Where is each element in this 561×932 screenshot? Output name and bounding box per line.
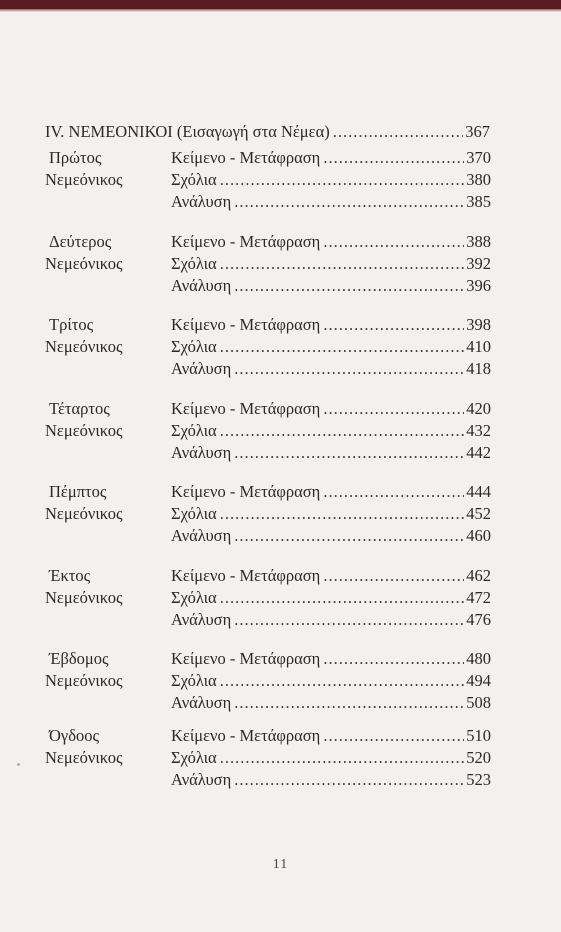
- toc-section: [0, 147, 561, 213]
- toc-section: [0, 398, 561, 464]
- section-entries: [171, 147, 491, 213]
- toc-heading-label: IV. ΝΕΜΕΟΝΙΚΟΙ (Εισαγωγή στα Νέμεα): [45, 122, 330, 141]
- entry-label: Ανάλυση: [171, 610, 232, 629]
- section-name-ordinal: Τρίτος: [49, 315, 94, 334]
- section-entries: [171, 565, 491, 631]
- entry-page: 480: [466, 649, 491, 668]
- section-name-title: Νεμεόνικος: [45, 504, 123, 523]
- entry-page: 380: [466, 170, 491, 189]
- section-name-ordinal: Πρώτος: [49, 148, 102, 167]
- entry-page: 460: [466, 526, 491, 545]
- section-name-title: Νεμεόνικος: [45, 337, 123, 356]
- dot-leader: [234, 358, 464, 380]
- section-name-title: Νεμεόνικος: [45, 588, 123, 607]
- toc-entry: [171, 314, 491, 336]
- dot-leader: [220, 336, 465, 358]
- entry-page: 392: [466, 254, 491, 273]
- toc-entry: [171, 253, 491, 275]
- toc-entry: [171, 191, 491, 213]
- toc-entry: [171, 725, 491, 747]
- dot-leader: [234, 525, 464, 547]
- entry-label: Κείμενο - Μετάφραση: [171, 726, 321, 745]
- dot-leader: [323, 147, 464, 169]
- toc-section: [0, 314, 561, 380]
- entry-page: 420: [466, 399, 491, 418]
- toc-entry: [171, 398, 491, 420]
- toc-heading: [45, 121, 490, 143]
- toc-entry: [171, 648, 491, 670]
- entry-page: 370: [466, 148, 491, 167]
- entry-label: Σχόλια: [171, 337, 217, 356]
- entry-page: 523: [466, 770, 491, 789]
- dot-leader: [220, 670, 465, 692]
- section-name: [45, 565, 165, 609]
- toc-section: [0, 481, 561, 547]
- section-name: [45, 398, 165, 442]
- dot-leader: [220, 503, 465, 525]
- section-name-ordinal: Τέταρτος: [49, 399, 110, 418]
- section-name-title: Νεμεόνικος: [45, 671, 123, 690]
- entry-page: 398: [466, 315, 491, 334]
- entry-page: 472: [466, 588, 491, 607]
- entry-page: 385: [466, 192, 491, 211]
- entry-label: Ανάλυση: [171, 526, 232, 545]
- toc-heading-page: 367: [465, 122, 490, 141]
- entry-label: Ανάλυση: [171, 770, 232, 789]
- section-name: [45, 481, 165, 525]
- dot-leader: [234, 275, 464, 297]
- dot-leader: [323, 565, 464, 587]
- dot-leader: [234, 692, 464, 714]
- entry-label: Κείμενο - Μετάφραση: [171, 399, 321, 418]
- toc-entry: [171, 420, 491, 442]
- toc-entry: [171, 503, 491, 525]
- entry-page: 510: [466, 726, 491, 745]
- dot-leader: [323, 725, 464, 747]
- section-name-ordinal: Έκτος: [49, 566, 91, 585]
- entry-label: Σχόλια: [171, 254, 217, 273]
- entry-label: Σχόλια: [171, 421, 217, 440]
- section-name: [45, 231, 165, 275]
- entry-label: Ανάλυση: [171, 693, 232, 712]
- entry-page: 442: [466, 443, 491, 462]
- toc-entry: [171, 358, 491, 380]
- entry-label: Κείμενο - Μετάφραση: [171, 649, 321, 668]
- toc-entry: [171, 670, 491, 692]
- toc-section: [0, 565, 561, 631]
- toc-entry: [171, 747, 491, 769]
- dot-leader: [220, 420, 465, 442]
- section-name-title: Νεμεόνικος: [45, 748, 123, 767]
- entry-label: Ανάλυση: [171, 276, 232, 295]
- section-name-ordinal: Πέμπτος: [49, 482, 107, 501]
- entry-label: Ανάλυση: [171, 443, 232, 462]
- section-entries: [171, 314, 491, 380]
- toc-section: [0, 648, 561, 714]
- section-name: [45, 648, 165, 692]
- entry-label: Σχόλια: [171, 170, 217, 189]
- section-entries: [171, 725, 491, 791]
- entry-label: Σχόλια: [171, 504, 217, 523]
- dot-leader: [234, 769, 464, 791]
- paper-speck: [17, 763, 20, 766]
- dot-leader: [234, 609, 464, 631]
- entry-label: Κείμενο - Μετάφραση: [171, 148, 321, 167]
- dot-leader: [323, 481, 464, 503]
- entry-label: Σχόλια: [171, 588, 217, 607]
- dot-leader: [323, 231, 464, 253]
- entry-label: Κείμενο - Μετάφραση: [171, 232, 321, 251]
- section-name: [45, 147, 165, 191]
- toc-entry: [171, 525, 491, 547]
- section-name-ordinal: Έβδομος: [49, 649, 109, 668]
- section-name-ordinal: Δεύτερος: [49, 232, 112, 251]
- entry-page: 410: [466, 337, 491, 356]
- entry-label: Ανάλυση: [171, 192, 232, 211]
- section-name-title: Νεμεόνικος: [45, 421, 123, 440]
- entry-page: 396: [466, 276, 491, 295]
- dot-leader: [220, 169, 465, 191]
- toc-entry: [171, 169, 491, 191]
- dot-leader: [234, 442, 464, 464]
- section-entries: [171, 398, 491, 464]
- toc-section: [0, 231, 561, 297]
- toc-entry: [171, 231, 491, 253]
- page-number: 11: [272, 857, 289, 872]
- toc-entry: [171, 336, 491, 358]
- entry-page: 520: [466, 748, 491, 767]
- toc-entry: [171, 609, 491, 631]
- toc-entry: [171, 147, 491, 169]
- entry-page: 476: [466, 610, 491, 629]
- dot-leader: [220, 747, 465, 769]
- entry-label: Σχόλια: [171, 748, 217, 767]
- toc-entry: [171, 692, 491, 714]
- toc-entry: [171, 442, 491, 464]
- dot-leader: [323, 314, 464, 336]
- toc-entry: [171, 769, 491, 791]
- entry-page: 508: [466, 693, 491, 712]
- section-name-title: Νεμεόνικος: [45, 254, 123, 273]
- dot-leader: [220, 587, 465, 609]
- entry-page: 432: [466, 421, 491, 440]
- dot-leader: [323, 398, 464, 420]
- section-name-title: Νεμεόνικος: [45, 170, 123, 189]
- entry-page: 388: [466, 232, 491, 251]
- entry-page: 462: [466, 566, 491, 585]
- dot-leader: [333, 121, 464, 143]
- entry-page: 452: [466, 504, 491, 523]
- entry-label: Κείμενο - Μετάφραση: [171, 315, 321, 334]
- dot-leader: [323, 648, 464, 670]
- toc-entry: [171, 481, 491, 503]
- section-name-ordinal: Όγδοος: [49, 726, 100, 745]
- toc-entry: [171, 587, 491, 609]
- toc-entry: [171, 275, 491, 297]
- entry-label: Κείμενο - Μετάφραση: [171, 566, 321, 585]
- entry-label: Κείμενο - Μετάφραση: [171, 482, 321, 501]
- toc-entry: [171, 565, 491, 587]
- section-entries: [171, 231, 491, 297]
- dot-leader: [234, 191, 464, 213]
- section-name: [45, 314, 165, 358]
- section-entries: [171, 481, 491, 547]
- toc-section: [0, 725, 561, 791]
- section-entries: [171, 648, 491, 714]
- section-name: [45, 725, 165, 769]
- dot-leader: [220, 253, 465, 275]
- entry-label: Ανάλυση: [171, 359, 232, 378]
- entry-label: Σχόλια: [171, 671, 217, 690]
- entry-page: 444: [466, 482, 491, 501]
- entry-page: 494: [466, 671, 491, 690]
- entry-page: 418: [466, 359, 491, 378]
